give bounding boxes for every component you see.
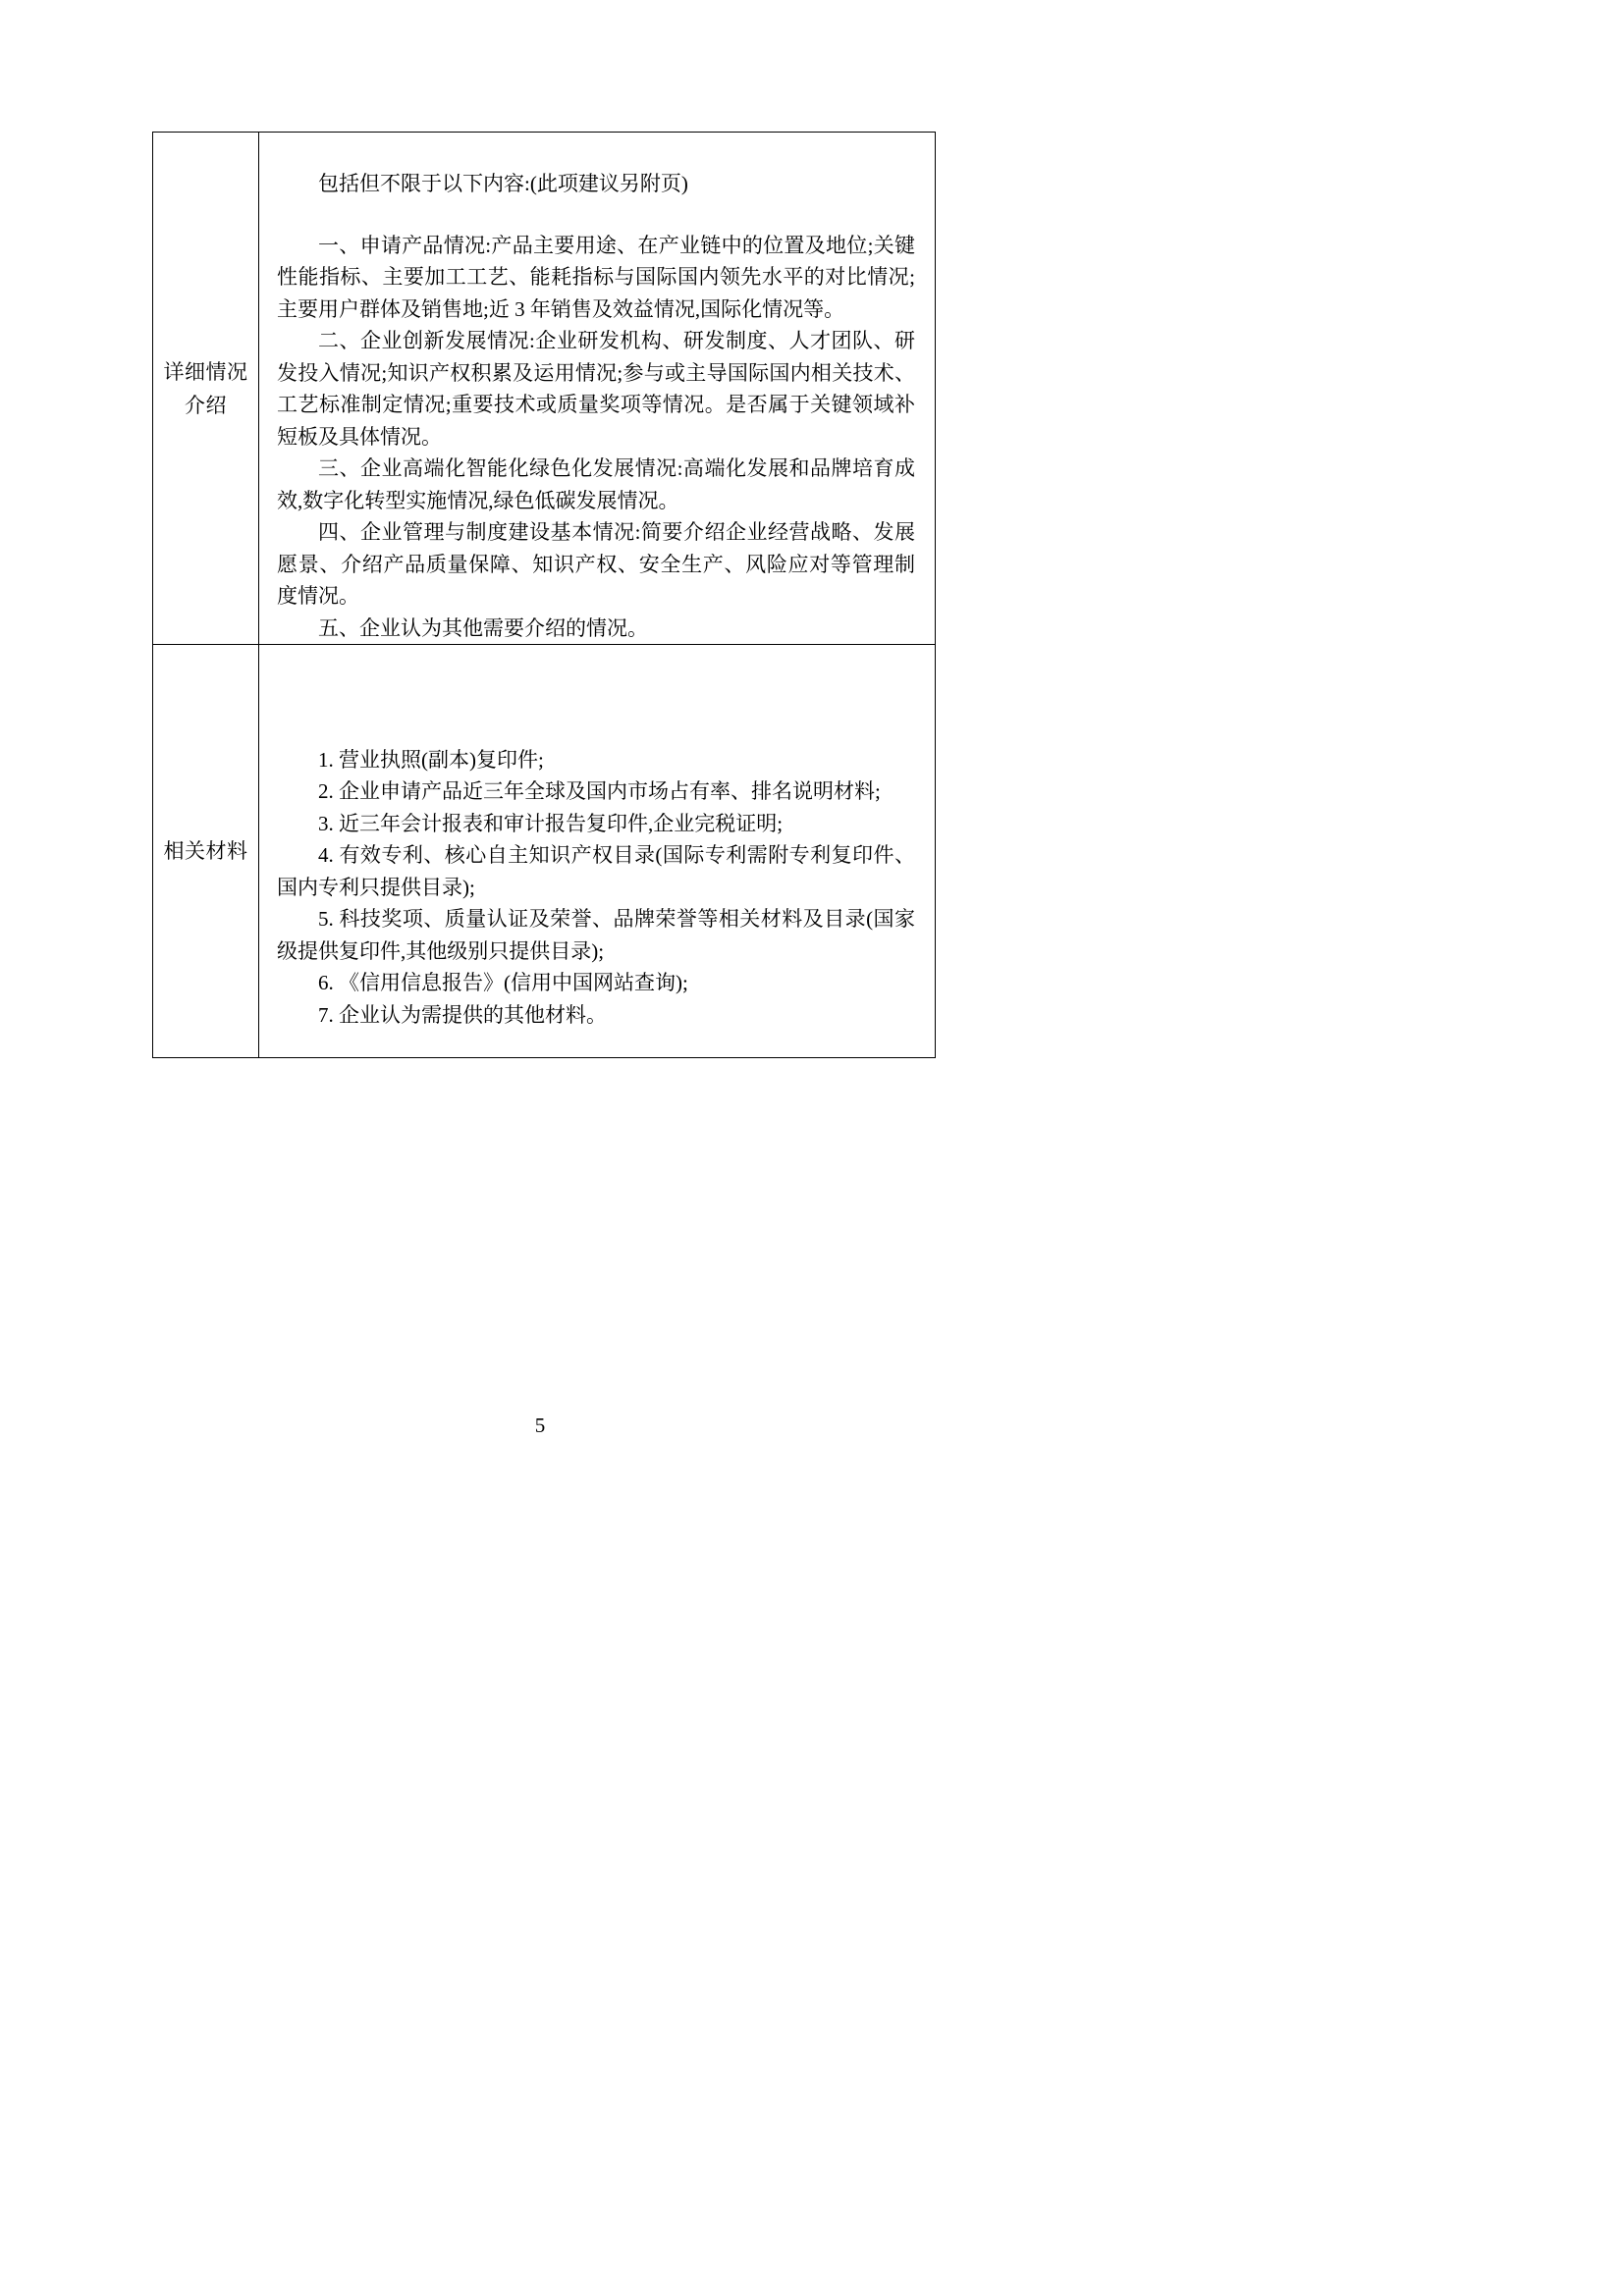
detail-paragraph-5: 五、企业认为其他需要介绍的情况。 [318,615,648,640]
row-label-detail-line1: 详细情况 [163,359,248,384]
row-label-materials: 相关材料 [153,645,259,1058]
material-item: 5. 科技奖项、质量认证及荣誉、品牌荣誉等相关材料及目录(国家级提供复印件,其他级别只提供目录); [277,907,915,963]
table-row-detail [153,133,936,645]
detail-paragraph-3: 三、企业高端化智能化绿色化发展情况:高端化发展和品牌培育成效,数字化转型实施情况,绿色低碳发展情况。 [277,456,915,512]
row-content-detail [259,133,936,645]
page-number: 5 [534,1414,546,1437]
table-row-materials [153,645,936,1058]
row-label-detail-line2: 介绍 [185,393,227,417]
detail-paragraph-1: 一、申请产品情况:产品主要用途、在产业链中的位置及地位;关键性能指标、主要加工工艺、能耗指标与国际国内领先水平的对比情况;主要用户群体及销售地;近 3 年销售及效益情况,国际化情况等。 [277,233,915,321]
material-item: 4. 有效专利、核心自主知识产权目录(国际专利需附专利复印件、国内专利只提供目录); [277,843,915,899]
detail-content-block [259,133,935,644]
material-item: 2. 企业申请产品近三年全球及国内市场占有率、排名说明材料; [318,779,881,804]
row-label-detail [153,133,259,645]
materials-content-block [259,671,935,1032]
detail-paragraph-2: 二、企业创新发展情况:企业研发机构、研发制度、人才团队、研发投入情况;知识产权积累及运用情况;参与或主导国际国内相关技术、工艺标准制定情况;重要技术或质量奖项等情况。是否属于关键领域补短板及具体情况。 [277,329,915,449]
material-item: 3. 近三年会计报表和审计报告复印件,企业完税证明; [318,811,784,835]
row-content-materials [259,645,936,1058]
material-item: 7. 企业认为需提供的其他材料。 [318,1002,607,1027]
detail-intro-text: 包括但不限于以下内容:(此项建议另附页) [318,172,688,195]
material-item: 1. 营业执照(副本)复印件; [318,747,544,772]
detail-paragraph-4: 四、企业管理与制度建设基本情况:简要介绍企业经营战略、发展愿景、介绍产品质量保障、知识产权、安全生产、风险应对等管理制度情况。 [277,520,915,608]
material-item: 6. 《信用信息报告》(信用中国网站查询); [318,971,688,995]
application-form-table [152,132,936,1058]
